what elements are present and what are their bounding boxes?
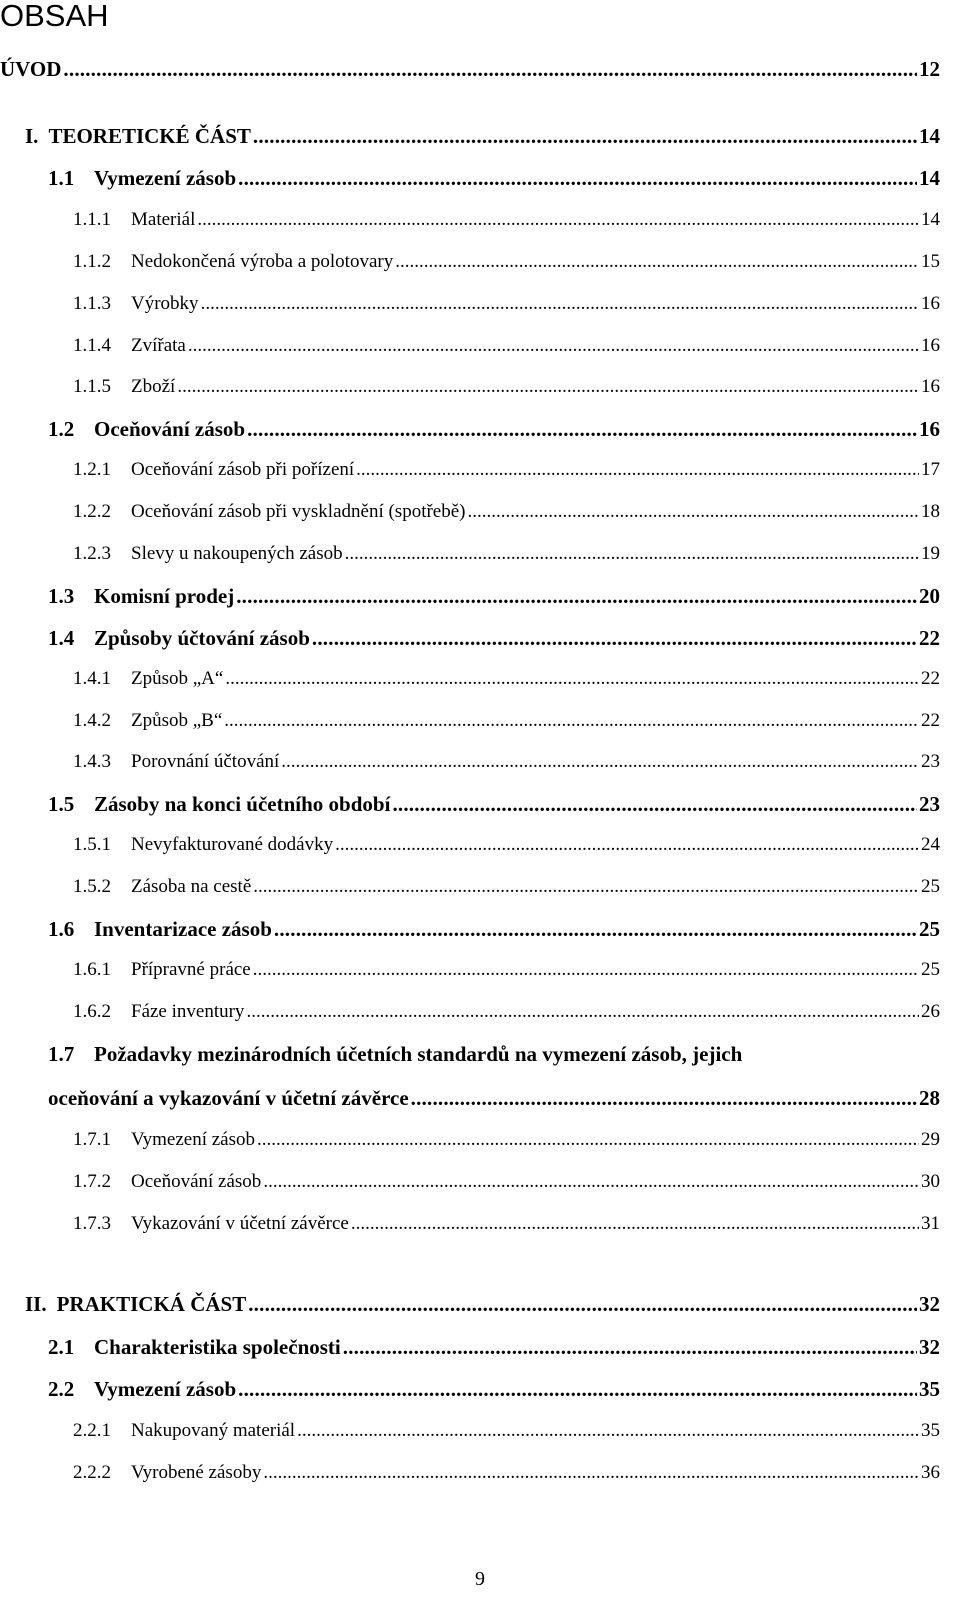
toc-entry-number: 1.6.1 [73,959,111,980]
toc-leader-dots [351,1211,919,1237]
toc-entry-number: 1.1 [48,166,75,190]
toc-entry[interactable] [73,1460,940,1486]
toc-entry-number: 1.4.2 [73,710,111,731]
toc-entry-page: 35 [921,1420,940,1441]
toc-entry[interactable] [0,55,940,83]
toc-entry-text: Vymezení zásob [94,1377,237,1401]
toc-entry-page: 35 [919,1377,940,1401]
toc-entry-text: Vykazování v účetní závěrce [131,1213,349,1234]
toc-entry-page: 23 [921,751,940,772]
toc-entry[interactable] [73,541,940,567]
toc-entry-text: Oceňování zásob [131,1171,262,1192]
toc-leader-dots [253,957,919,983]
toc-entry-text: Oceňování zásob při pořízení [131,459,355,480]
toc-leader-dots [345,541,919,567]
toc-entry-multiline-second[interactable] [48,1084,940,1112]
toc-leader-dots [246,999,919,1025]
toc-entry-text: Způsoby účtování zásob [94,626,310,650]
toc-leader-dots [253,122,917,150]
toc-leader-dots [253,874,919,900]
toc-entry-multiline-first[interactable] [48,1040,742,1068]
toc-leader-dots [63,55,917,83]
toc-entry-number: 2.2.2 [73,1462,111,1483]
toc-leader-dots [263,1169,919,1195]
toc-entry-number: 1.4.3 [73,751,111,772]
toc-entry[interactable] [73,207,940,233]
toc-entry-page: 22 [919,626,940,650]
toc-entry[interactable] [73,499,940,525]
toc-entry-page: 16 [921,293,940,314]
toc-entry[interactable] [48,582,940,610]
toc-entry[interactable] [25,1290,940,1318]
toc-entry-page: 26 [921,1001,940,1022]
toc-entry-text: Způsob „A“ [131,668,224,689]
toc-entry-number: 1.2.2 [73,501,111,522]
toc-entry-text: Zboží [131,376,176,397]
toc-entry[interactable] [73,1211,940,1237]
toc-entry[interactable] [73,832,940,858]
toc-entry-page: 32 [919,1335,940,1359]
toc-entry-page: 16 [921,376,940,397]
toc-entry-number: 1.7.2 [73,1171,111,1192]
toc-entry-text: Fáze inventury [131,1001,245,1022]
toc-leader-dots [224,708,919,734]
toc-leader-dots [356,457,919,483]
toc-entry-number: 1.5 [48,792,75,816]
toc-leader-dots [263,1460,919,1486]
toc-entry-page: 14 [921,209,940,230]
toc-entry-text: Materiál [131,209,196,230]
toc-entry-number: 1.1.2 [73,251,111,272]
toc-entry-text: Zvířata [131,335,186,356]
toc-entry-text: Slevy u nakoupených zásob [131,543,343,564]
toc-entry-page: 14 [919,124,940,148]
toc-entry-number: 1.6.2 [73,1001,111,1022]
toc-entry-page: 23 [919,792,940,816]
toc-leader-dots [197,207,919,233]
toc-entry[interactable] [73,374,940,400]
toc-leader-dots [236,582,917,610]
toc-entry[interactable] [48,164,940,192]
toc-entry-text: Přípravné práce [131,959,251,980]
toc-entry-page: 15 [921,251,940,272]
toc-leader-dots [188,333,919,359]
toc-entry-page: 36 [921,1462,940,1483]
toc-entry-number: 1.1.3 [73,293,111,314]
toc-entry-number: 1.2.1 [73,459,111,480]
toc-entry[interactable] [48,1333,940,1361]
toc-entry-page: 17 [921,459,940,480]
toc-entry-page: 28 [919,1086,940,1110]
toc-entry-text: Vymezení zásob [94,166,237,190]
toc-entry-number: I. [25,124,39,148]
toc-entry-number: 2.1 [48,1335,75,1359]
toc-entry[interactable] [73,333,940,359]
toc-entry[interactable] [73,291,940,317]
toc-leader-dots [392,790,917,818]
toc-entry-page: 25 [921,876,940,897]
toc-leader-dots [238,164,917,192]
toc-leader-dots [468,499,919,525]
toc-entry-text: Porovnání účtování [131,751,280,772]
toc-leader-dots [343,1333,917,1361]
toc-entry-text: PRAKTICKÁ ČÁST [56,1292,247,1316]
toc-entry[interactable] [48,1375,940,1403]
toc-entry-text: Nedokončená výroba a polotovary [131,251,394,272]
toc-entry-page: 24 [921,834,940,855]
toc-entry-text: Nevyfakturované dodávky [131,834,334,855]
toc-entry[interactable] [73,666,940,692]
toc-entry[interactable] [73,957,940,983]
toc-entry-page: 31 [921,1213,940,1234]
toc-entry-text-continuation: oceňování a vykazování v účetní závěrce [48,1086,409,1110]
toc-entry-number: 1.1.5 [73,376,111,397]
toc-entry-text: Charakteristika společnosti [94,1335,341,1359]
toc-leader-dots [225,666,919,692]
toc-entry-number: 1.5.1 [73,834,111,855]
toc-entry-text: Oceňování zásob [94,417,246,441]
toc-entry-text: Zásoba na cestě [131,876,252,897]
toc-entry-number: 1.5.2 [73,876,111,897]
toc-entry-number: 2.2 [48,1377,75,1401]
toc-entry[interactable] [48,915,940,943]
toc-entry-page: 25 [921,959,940,980]
toc-leader-dots [177,374,919,400]
page-number: 9 [475,1568,485,1590]
toc-entry-text: Inventarizace zásob [94,917,272,941]
toc-entry-page: 19 [921,543,940,564]
toc-entry-text: Požadavky mezinárodních účetních standardů na vymezení zásob, jejich [94,1042,743,1066]
toc-leader-dots [395,249,919,275]
toc-leader-dots [238,1375,917,1403]
toc-entry[interactable] [73,874,940,900]
toc-entry-number: 1.1.4 [73,335,111,356]
toc-entry[interactable] [73,457,940,483]
toc-entry-number: 1.2.3 [73,543,111,564]
toc-entry-page: 16 [921,335,940,356]
toc-entry-text: Způsob „B“ [131,710,223,731]
toc-leader-dots [297,1418,919,1444]
toc-entry[interactable] [48,415,940,443]
toc-entry-page: 18 [921,501,940,522]
toc-entry-number: II. [25,1292,47,1316]
toc-entry-number: 1.4.1 [73,668,111,689]
toc-entry-page: 29 [921,1129,940,1150]
toc-entry-text: Vyrobené zásoby [131,1462,262,1483]
toc-entry[interactable] [25,122,940,150]
toc-entry-page: 25 [919,917,940,941]
toc-entry-page: 22 [921,710,940,731]
toc-entry-number: 1.7 [48,1042,75,1066]
toc-entry[interactable] [73,1169,940,1195]
toc-entry-text: Výrobky [131,293,199,314]
toc-entry-page: 30 [921,1171,940,1192]
toc-entry-number: 1.1.1 [73,209,111,230]
toc-entry[interactable] [48,624,940,652]
toc-entry-text: Komisní prodej [94,584,235,608]
toc-entry-number: 1.4 [48,626,75,650]
toc-entry-page: 12 [919,57,940,81]
toc-leader-dots [274,915,917,943]
toc-leader-dots [335,832,919,858]
toc-entry-number: 1.3 [48,584,75,608]
page-title: OBSAH [0,0,109,33]
toc-entry[interactable] [73,1418,940,1444]
toc-entry-number: 1.7.1 [73,1129,111,1150]
toc-entry-text: TEORETICKÉ ČÁST [48,124,251,148]
toc-entry-page: 22 [921,668,940,689]
toc-leader-dots [312,624,917,652]
toc-entry-page: 32 [919,1292,940,1316]
toc-entry-text: Vymezení zásob [131,1129,255,1150]
toc-entry-number: 1.2 [48,417,75,441]
toc-entry[interactable] [73,249,940,275]
toc-leader-dots [247,415,917,443]
toc-leader-dots [201,291,919,317]
toc-entry-text: Zásoby na konci účetního období [94,792,391,816]
toc-entry[interactable] [73,999,940,1025]
toc-leader-dots [248,1290,917,1318]
toc-entry[interactable] [48,790,940,818]
toc-entry-text: ÚVOD [0,57,62,81]
toc-entry-text: Nakupovaný materiál [131,1420,296,1441]
toc-entry[interactable] [73,749,940,775]
toc-entry-page: 14 [919,166,940,190]
toc-entry-number: 1.7.3 [73,1213,111,1234]
toc-leader-dots [281,749,919,775]
toc-leader-dots [411,1084,917,1112]
toc-entry-page: 16 [919,417,940,441]
toc-entry[interactable] [73,708,940,734]
toc-leader-dots [257,1127,919,1153]
toc-entry-number: 1.6 [48,917,75,941]
toc-entry[interactable] [73,1127,940,1153]
toc-entry-number: 2.2.1 [73,1420,111,1441]
toc-entry-text: Oceňování zásob při vyskladnění (spotřebě) [131,501,466,522]
toc-entry-page: 20 [919,584,940,608]
